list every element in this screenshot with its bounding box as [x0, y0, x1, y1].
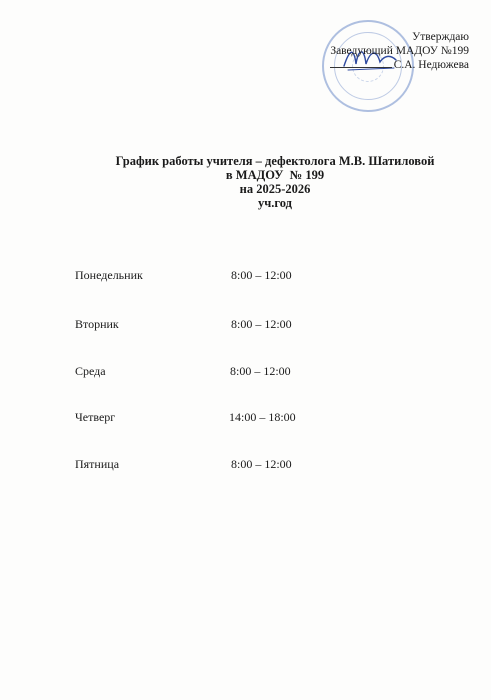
signature-line	[330, 67, 392, 68]
schedule-day: Среда	[75, 364, 106, 378]
document-title	[90, 154, 460, 210]
schedule-time: 8:00 – 12:00	[230, 364, 291, 378]
schedule-time: 8:00 – 12:00	[231, 268, 292, 282]
schedule-time: 8:00 – 12:00	[231, 457, 292, 471]
title-line-1: График работы учителя – дефектолога М.В. Шатиловой	[115, 154, 435, 168]
approval-position: Заведующий МАДОУ №199	[330, 45, 469, 57]
approval-signatory	[330, 58, 469, 72]
approval-heading: Утверждаю	[412, 31, 469, 43]
schedule-row-wednesday	[75, 364, 375, 380]
schedule-day: Вторник	[75, 317, 119, 331]
schedule-row-tuesday	[75, 317, 375, 333]
title-line-3: на 2025-2026	[239, 182, 311, 196]
approval-block	[330, 30, 469, 72]
schedule-time: 8:00 – 12:00	[231, 317, 292, 331]
schedule-day: Пятница	[75, 457, 120, 471]
schedule-row-friday	[75, 457, 375, 473]
schedule-time: 14:00 – 18:00	[229, 410, 296, 424]
schedule-day: Понедельник	[75, 268, 143, 282]
schedule-row-monday	[75, 268, 375, 284]
schedule-day: Четверг	[75, 410, 116, 424]
title-line-4: уч.год	[257, 196, 292, 210]
approval-name: С.А. Недюжева	[393, 59, 469, 71]
schedule-row-thursday	[75, 410, 375, 426]
title-line-2: в МАДОУ № 199	[225, 168, 325, 182]
